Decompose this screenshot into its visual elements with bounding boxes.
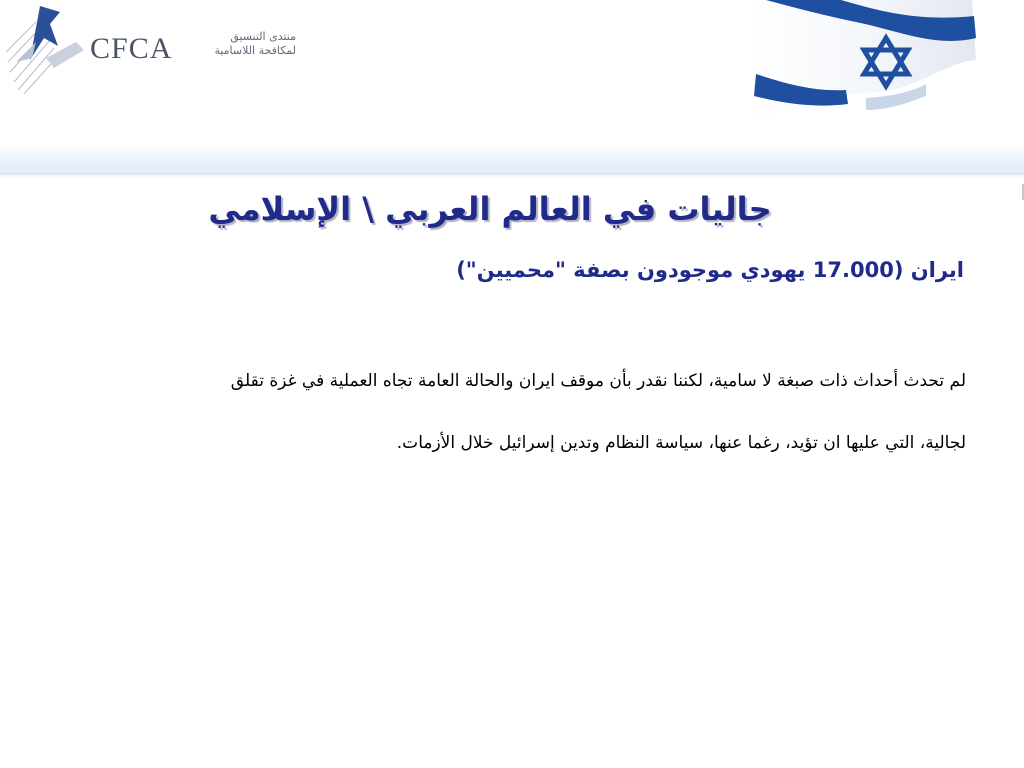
slide-subtitle: ايران (17.000 يهودي موجودون بصفة "محميين") <box>456 258 964 282</box>
header-divider <box>0 172 1024 175</box>
logo-emblem-icon <box>6 2 92 98</box>
body-paragraph <box>26 350 966 474</box>
body-line-1: لم تحدث أحداث ذات صبغة لا سامية، لكننا نقدر بأن موقف ايران والحالة العامة تجاه العملية في غزة تقلق <box>230 371 966 391</box>
cfca-logo <box>6 2 306 98</box>
body-line-2: لجالية، التي عليها ان تؤيد، رغما عنها، سياسة النظام وتدين إسرائيل خلال الأزمات. <box>396 433 966 453</box>
logo-arabic-text: منتدى التنسيق لمكافحة اللاسامية <box>214 30 296 57</box>
slide-title: جاليات في العالم العربي \ الإسلامي <box>208 190 772 228</box>
israel-flag-image <box>746 0 978 120</box>
logo-text: CFCA <box>90 32 173 65</box>
